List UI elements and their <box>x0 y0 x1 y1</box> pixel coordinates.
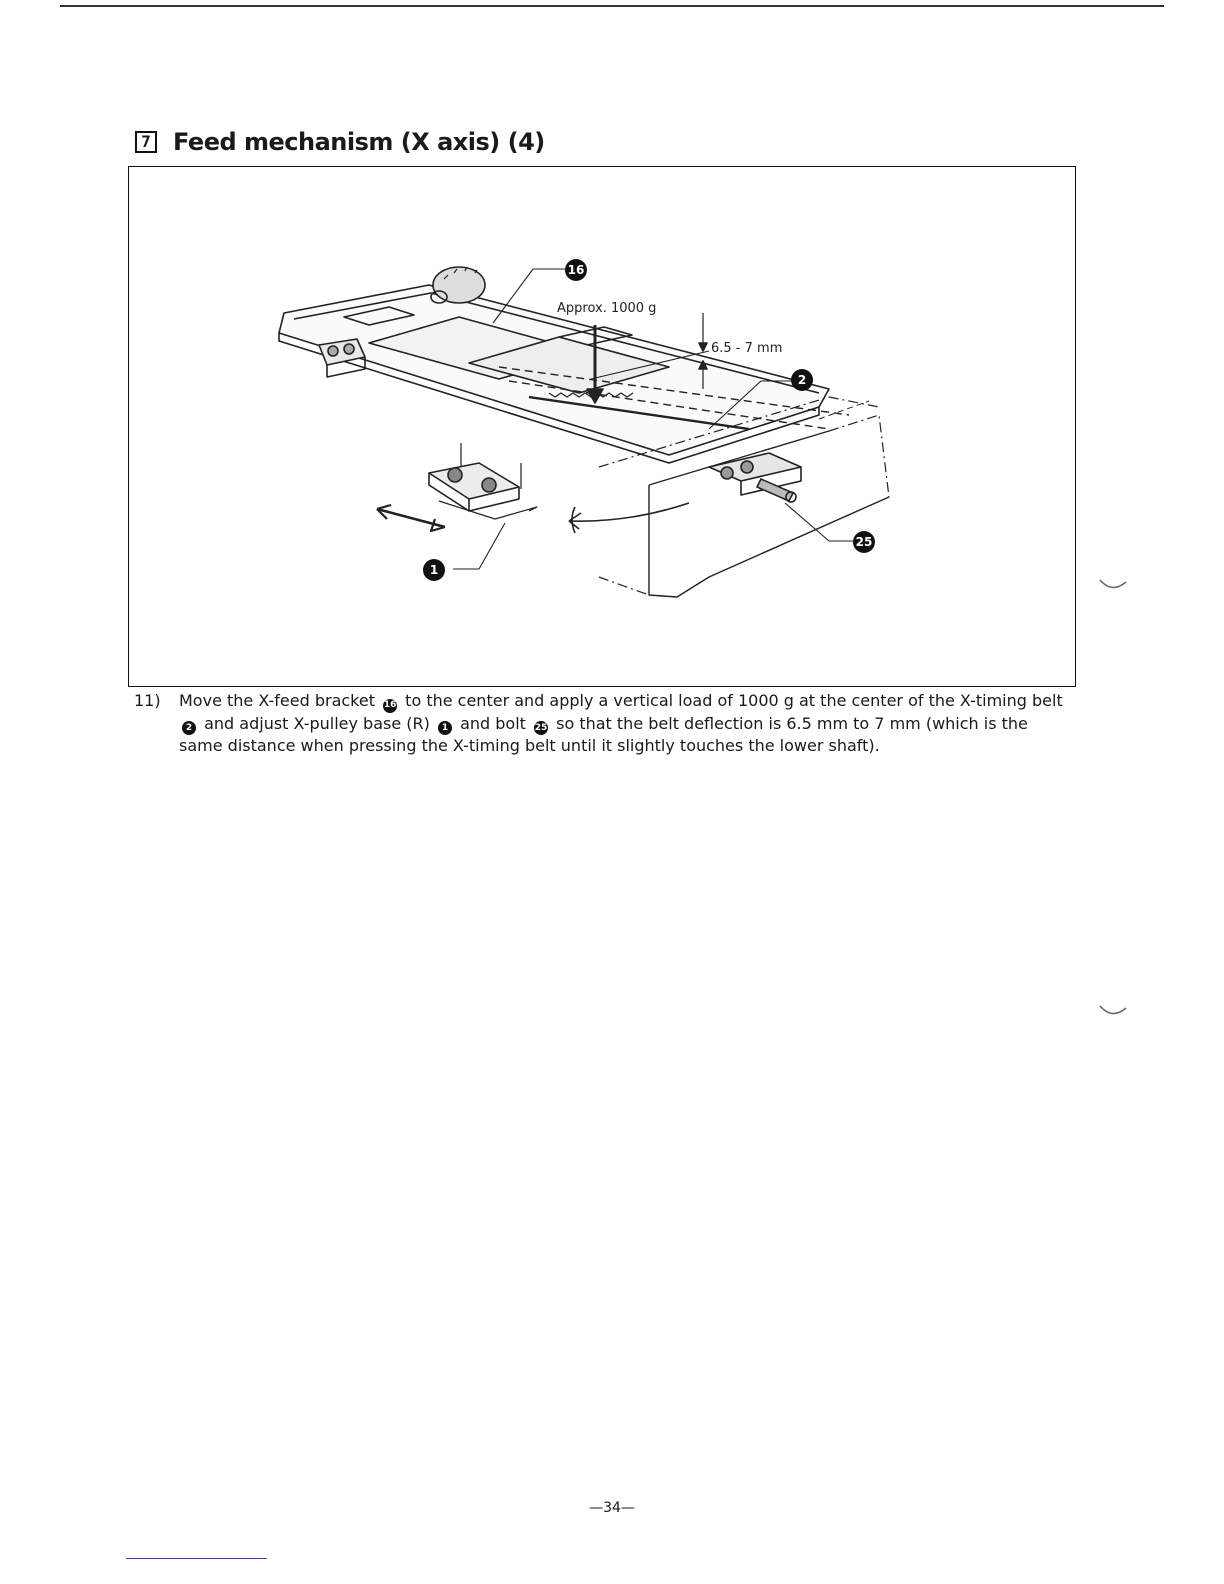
callout-belt: 2 <box>791 369 813 391</box>
feed-mechanism-drawing <box>129 167 1077 688</box>
step-text-part: to the center and apply a vertical load of 1000 g at the center of the X-timing belt <box>405 691 1063 710</box>
page-number: —34— <box>589 1500 635 1516</box>
callout-pulley-base: 1 <box>423 559 445 581</box>
step-text-part: so that the belt deflection is 6.5 mm to 7 mm (which is the same distance when pressing the X-timing belt until it slightly touches the lower shaft). <box>179 713 1028 755</box>
step-number: 11) <box>134 691 161 710</box>
diagram-figure <box>128 166 1076 687</box>
section-title: Feed mechanism (X axis) (4) <box>173 128 545 156</box>
binder-hole-mark <box>1096 572 1130 596</box>
callout-bracket: 16 <box>565 259 587 281</box>
step-text-part: and adjust X-pulley base (R) <box>204 713 430 733</box>
inline-callout-bolt: 25 <box>534 721 548 735</box>
inline-callout-belt: 2 <box>182 721 196 735</box>
section-number-box: 7 <box>135 131 157 153</box>
step-text-part: and bolt <box>460 713 526 733</box>
inline-callout-pulley-base: 1 <box>438 721 452 735</box>
section-heading <box>135 128 545 156</box>
footer-link-underline <box>126 1558 267 1559</box>
top-rule <box>60 5 1164 7</box>
load-label: Approx. 1000 g <box>557 301 657 316</box>
inline-callout-bracket: 16 <box>383 699 397 713</box>
binder-hole-mark <box>1096 998 1130 1022</box>
step-text <box>179 690 1069 757</box>
callout-bolt: 25 <box>853 531 875 553</box>
step-text-part: Move the X-feed bracket <box>179 691 375 710</box>
deflection-label: 6.5 - 7 mm <box>711 341 783 356</box>
